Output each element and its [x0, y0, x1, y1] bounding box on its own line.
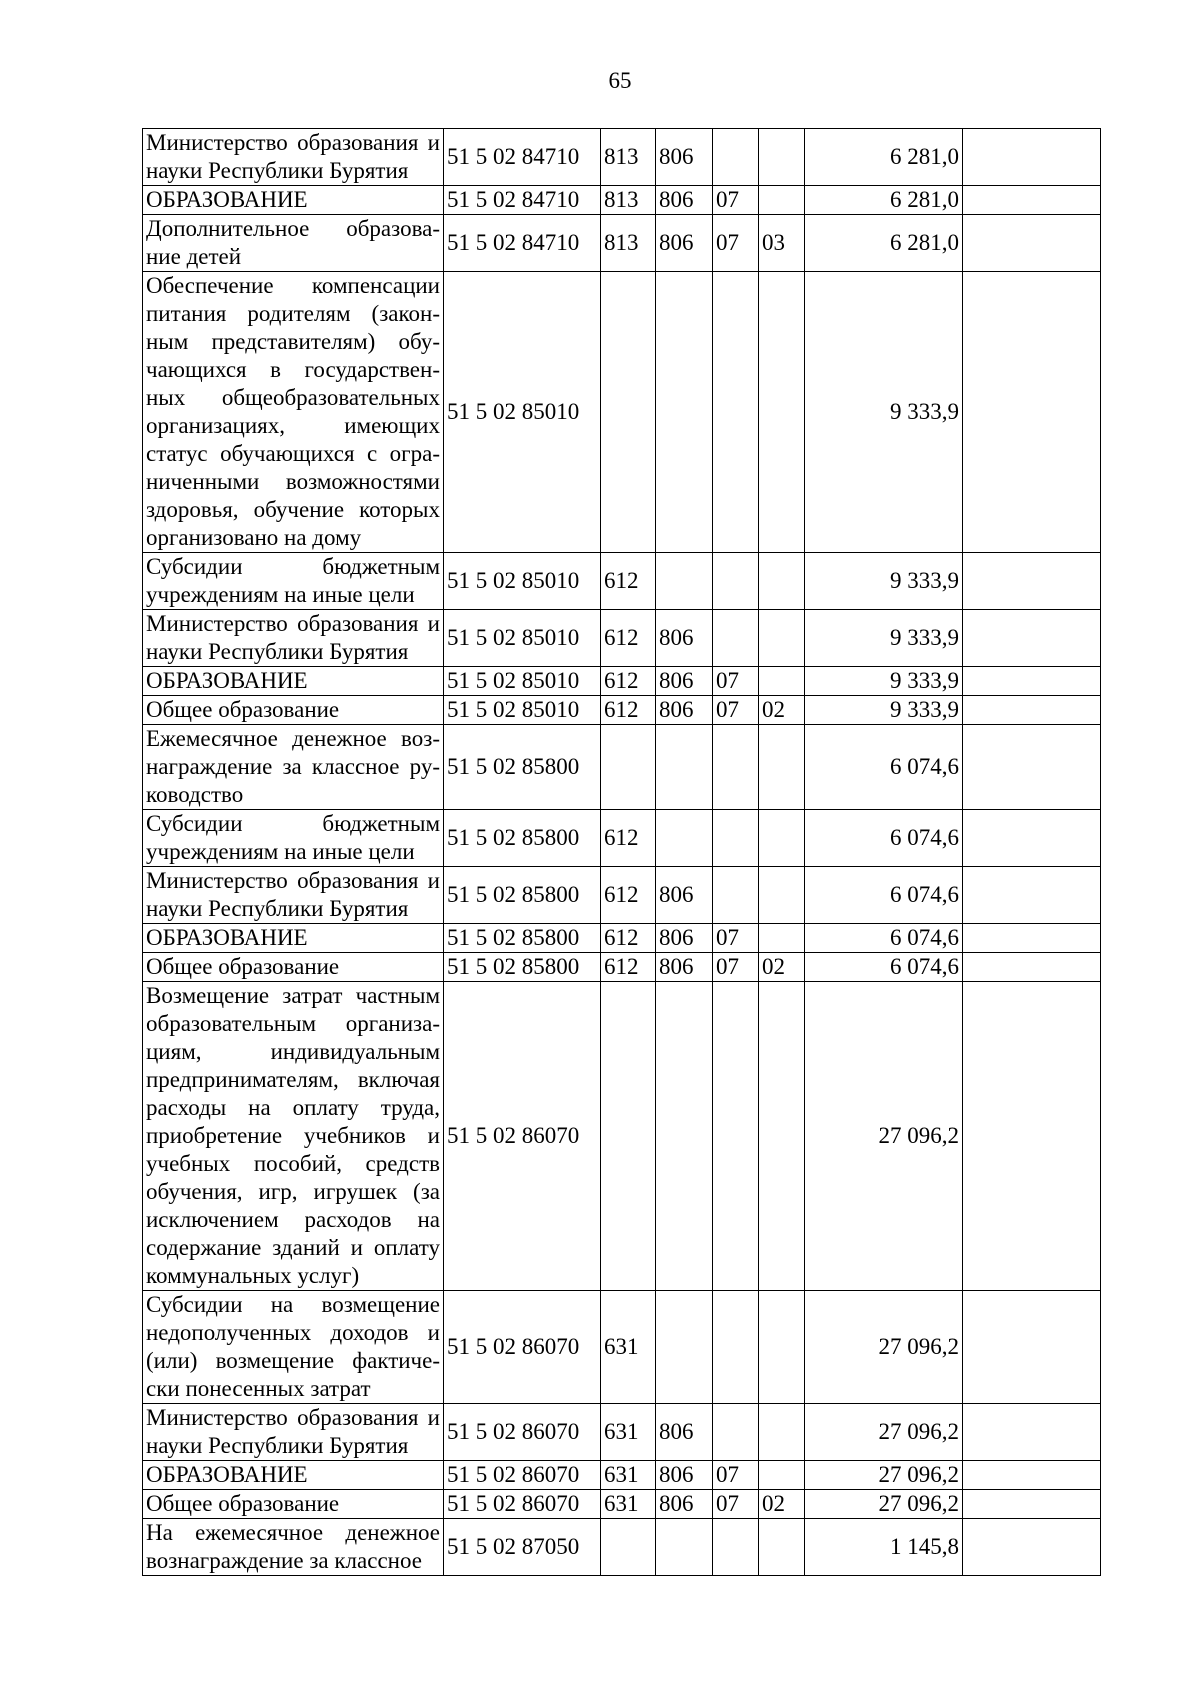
- row-empty-cell: [963, 725, 1101, 810]
- row-rz-cell: 07: [713, 953, 759, 982]
- row-sum-cell: 6 074,6: [805, 810, 963, 867]
- row-empty-cell: [963, 867, 1101, 924]
- row-empty-cell: [963, 924, 1101, 953]
- row-vr-cell: 631: [601, 1461, 656, 1490]
- row-name-cell: ОБРАЗОВАНИЕ: [143, 924, 444, 953]
- row-grbs-cell: 806: [656, 129, 713, 186]
- table-row: [143, 553, 1101, 610]
- row-grbs-cell: 806: [656, 953, 713, 982]
- row-sum-cell: 6 074,6: [805, 953, 963, 982]
- row-sum-cell: 6 281,0: [805, 186, 963, 215]
- row-code-cell: 51 5 02 85800: [444, 725, 601, 810]
- row-vr-cell: 612: [601, 810, 656, 867]
- row-rz-cell: 07: [713, 696, 759, 725]
- row-vr-cell: 612: [601, 553, 656, 610]
- row-pr-cell: [759, 272, 805, 553]
- row-sum-cell: 6 281,0: [805, 129, 963, 186]
- row-pr-cell: [759, 1404, 805, 1461]
- row-empty-cell: [963, 129, 1101, 186]
- row-rz-cell: [713, 1404, 759, 1461]
- row-code-cell: 51 5 02 84710: [444, 129, 601, 186]
- row-empty-cell: [963, 1461, 1101, 1490]
- row-grbs-cell: [656, 1291, 713, 1404]
- row-pr-cell: [759, 610, 805, 667]
- row-code-cell: 51 5 02 85800: [444, 810, 601, 867]
- table-row: [143, 1519, 1101, 1576]
- row-code-cell: 51 5 02 86070: [444, 1490, 601, 1519]
- row-pr-cell: 02: [759, 696, 805, 725]
- row-empty-cell: [963, 953, 1101, 982]
- budget-table: [142, 128, 1101, 1576]
- table-row: [143, 129, 1101, 186]
- row-vr-cell: 612: [601, 953, 656, 982]
- row-name-cell: Субсидии бюджетным учреждениям на иные цели: [143, 553, 444, 610]
- row-vr-cell: 813: [601, 186, 656, 215]
- table-row: [143, 1404, 1101, 1461]
- row-pr-cell: [759, 810, 805, 867]
- row-pr-cell: [759, 725, 805, 810]
- row-sum-cell: 6 281,0: [805, 215, 963, 272]
- row-empty-cell: [963, 215, 1101, 272]
- row-grbs-cell: 806: [656, 696, 713, 725]
- table-row: [143, 186, 1101, 215]
- row-rz-cell: [713, 272, 759, 553]
- row-empty-cell: [963, 553, 1101, 610]
- row-grbs-cell: [656, 1519, 713, 1576]
- row-sum-cell: 27 096,2: [805, 1291, 963, 1404]
- row-pr-cell: 02: [759, 953, 805, 982]
- row-sum-cell: 6 074,6: [805, 725, 963, 810]
- row-vr-cell: 631: [601, 1490, 656, 1519]
- row-pr-cell: 03: [759, 215, 805, 272]
- row-sum-cell: 6 074,6: [805, 924, 963, 953]
- row-sum-cell: 27 096,2: [805, 1490, 963, 1519]
- row-name-cell: Возмещение затрат частным образовательным организа-циям, индивидуальным предпринимателям, включая расходы на оплату труда, приобретение учебников и учебных пособий, средств обучения, игр, игрушек (за исключением расходов на содержание зданий и оплату коммунальных услуг): [143, 982, 444, 1291]
- row-name-cell: Министерство образования и науки Республики Бурятия: [143, 129, 444, 186]
- row-name-cell: Министерство образования и науки Республики Бурятия: [143, 867, 444, 924]
- table-row: [143, 867, 1101, 924]
- row-rz-cell: 07: [713, 924, 759, 953]
- row-empty-cell: [963, 610, 1101, 667]
- row-empty-cell: [963, 810, 1101, 867]
- table-body: [143, 129, 1101, 1576]
- row-code-cell: 51 5 02 86070: [444, 1404, 601, 1461]
- row-rz-cell: 07: [713, 215, 759, 272]
- row-rz-cell: [713, 610, 759, 667]
- row-sum-cell: 9 333,9: [805, 696, 963, 725]
- row-vr-cell: 631: [601, 1404, 656, 1461]
- row-pr-cell: [759, 129, 805, 186]
- row-sum-cell: 1 145,8: [805, 1519, 963, 1576]
- row-sum-cell: 27 096,2: [805, 1404, 963, 1461]
- row-name-cell: ОБРАЗОВАНИЕ: [143, 186, 444, 215]
- table-row: [143, 667, 1101, 696]
- row-name-cell: Обеспечение компенсации питания родителям (закон-ным представителям) обу-чающихся в государствен-ных общеобразовательных организациях, имеющих статус обучающихся с огра-ниченными возможностями здоровья, обучение которых организовано на дому: [143, 272, 444, 553]
- row-sum-cell: 9 333,9: [805, 272, 963, 553]
- row-name-cell: Ежемесячное денежное воз-награждение за классное ру-ководство: [143, 725, 444, 810]
- row-rz-cell: [713, 982, 759, 1291]
- row-empty-cell: [963, 696, 1101, 725]
- row-code-cell: 51 5 02 86070: [444, 982, 601, 1291]
- row-code-cell: 51 5 02 87050: [444, 1519, 601, 1576]
- table-row: [143, 924, 1101, 953]
- row-empty-cell: [963, 1490, 1101, 1519]
- row-name-cell: На ежемесячное денежное вознаграждение за классное: [143, 1519, 444, 1576]
- row-code-cell: 51 5 02 85010: [444, 667, 601, 696]
- row-pr-cell: [759, 1461, 805, 1490]
- row-code-cell: 51 5 02 85800: [444, 867, 601, 924]
- row-code-cell: 51 5 02 85800: [444, 924, 601, 953]
- row-pr-cell: [759, 1519, 805, 1576]
- row-vr-cell: [601, 272, 656, 553]
- row-name-cell: Субсидии бюджетным учреждениям на иные цели: [143, 810, 444, 867]
- row-grbs-cell: 806: [656, 215, 713, 272]
- row-sum-cell: 9 333,9: [805, 667, 963, 696]
- table-row: [143, 725, 1101, 810]
- row-code-cell: 51 5 02 85010: [444, 272, 601, 553]
- row-grbs-cell: 806: [656, 1404, 713, 1461]
- row-empty-cell: [963, 1291, 1101, 1404]
- row-pr-cell: [759, 982, 805, 1291]
- row-code-cell: 51 5 02 85010: [444, 696, 601, 725]
- row-vr-cell: [601, 725, 656, 810]
- row-empty-cell: [963, 272, 1101, 553]
- row-grbs-cell: 806: [656, 186, 713, 215]
- row-rz-cell: [713, 1519, 759, 1576]
- row-grbs-cell: [656, 272, 713, 553]
- row-grbs-cell: 806: [656, 867, 713, 924]
- row-vr-cell: 813: [601, 215, 656, 272]
- row-vr-cell: [601, 1519, 656, 1576]
- row-empty-cell: [963, 1404, 1101, 1461]
- row-code-cell: 51 5 02 86070: [444, 1291, 601, 1404]
- row-pr-cell: [759, 1291, 805, 1404]
- row-vr-cell: [601, 982, 656, 1291]
- row-rz-cell: [713, 1291, 759, 1404]
- row-rz-cell: [713, 867, 759, 924]
- row-vr-cell: 612: [601, 924, 656, 953]
- row-sum-cell: 27 096,2: [805, 982, 963, 1291]
- table-row: [143, 982, 1101, 1291]
- table-row: [143, 272, 1101, 553]
- row-grbs-cell: [656, 982, 713, 1291]
- row-name-cell: Министерство образования и науки Республики Бурятия: [143, 610, 444, 667]
- row-vr-cell: 612: [601, 667, 656, 696]
- table-row: [143, 1461, 1101, 1490]
- row-pr-cell: [759, 186, 805, 215]
- row-name-cell: Дополнительное образова-ние детей: [143, 215, 444, 272]
- row-rz-cell: 07: [713, 667, 759, 696]
- row-name-cell: Общее образование: [143, 953, 444, 982]
- row-empty-cell: [963, 982, 1101, 1291]
- row-vr-cell: 631: [601, 1291, 656, 1404]
- page-number: 65: [608, 68, 632, 93]
- row-grbs-cell: 806: [656, 610, 713, 667]
- row-rz-cell: [713, 129, 759, 186]
- row-name-cell: Министерство образования и науки Республики Бурятия: [143, 1404, 444, 1461]
- row-empty-cell: [963, 667, 1101, 696]
- row-rz-cell: 07: [713, 1490, 759, 1519]
- row-name-cell: Общее образование: [143, 1490, 444, 1519]
- row-grbs-cell: 806: [656, 924, 713, 953]
- row-grbs-cell: [656, 725, 713, 810]
- row-empty-cell: [963, 1519, 1101, 1576]
- row-empty-cell: [963, 186, 1101, 215]
- row-rz-cell: [713, 810, 759, 867]
- table-row: [143, 610, 1101, 667]
- row-code-cell: 51 5 02 85800: [444, 953, 601, 982]
- row-vr-cell: 612: [601, 610, 656, 667]
- row-rz-cell: 07: [713, 1461, 759, 1490]
- row-grbs-cell: [656, 553, 713, 610]
- row-name-cell: Общее образование: [143, 696, 444, 725]
- row-code-cell: 51 5 02 86070: [444, 1461, 601, 1490]
- row-code-cell: 51 5 02 84710: [444, 215, 601, 272]
- row-name-cell: ОБРАЗОВАНИЕ: [143, 667, 444, 696]
- row-vr-cell: 612: [601, 696, 656, 725]
- row-sum-cell: 9 333,9: [805, 553, 963, 610]
- row-pr-cell: [759, 553, 805, 610]
- row-sum-cell: 27 096,2: [805, 1461, 963, 1490]
- row-rz-cell: [713, 725, 759, 810]
- row-name-cell: ОБРАЗОВАНИЕ: [143, 1461, 444, 1490]
- row-sum-cell: 6 074,6: [805, 867, 963, 924]
- row-vr-cell: 813: [601, 129, 656, 186]
- table-row: [143, 215, 1101, 272]
- row-sum-cell: 9 333,9: [805, 610, 963, 667]
- table-row: [143, 696, 1101, 725]
- row-code-cell: 51 5 02 84710: [444, 186, 601, 215]
- row-grbs-cell: [656, 810, 713, 867]
- row-grbs-cell: 806: [656, 1490, 713, 1519]
- row-pr-cell: [759, 667, 805, 696]
- row-pr-cell: [759, 867, 805, 924]
- row-rz-cell: [713, 553, 759, 610]
- row-rz-cell: 07: [713, 186, 759, 215]
- row-pr-cell: 02: [759, 1490, 805, 1519]
- row-pr-cell: [759, 924, 805, 953]
- table-row: [143, 810, 1101, 867]
- table-row: [143, 1291, 1101, 1404]
- row-vr-cell: 612: [601, 867, 656, 924]
- row-code-cell: 51 5 02 85010: [444, 610, 601, 667]
- row-grbs-cell: 806: [656, 1461, 713, 1490]
- row-grbs-cell: 806: [656, 667, 713, 696]
- row-name-cell: Субсидии на возмещение недополученных доходов и (или) возмещение фактиче-ски понесенных затрат: [143, 1291, 444, 1404]
- row-code-cell: 51 5 02 85010: [444, 553, 601, 610]
- table-row: [143, 953, 1101, 982]
- table-row: [143, 1490, 1101, 1519]
